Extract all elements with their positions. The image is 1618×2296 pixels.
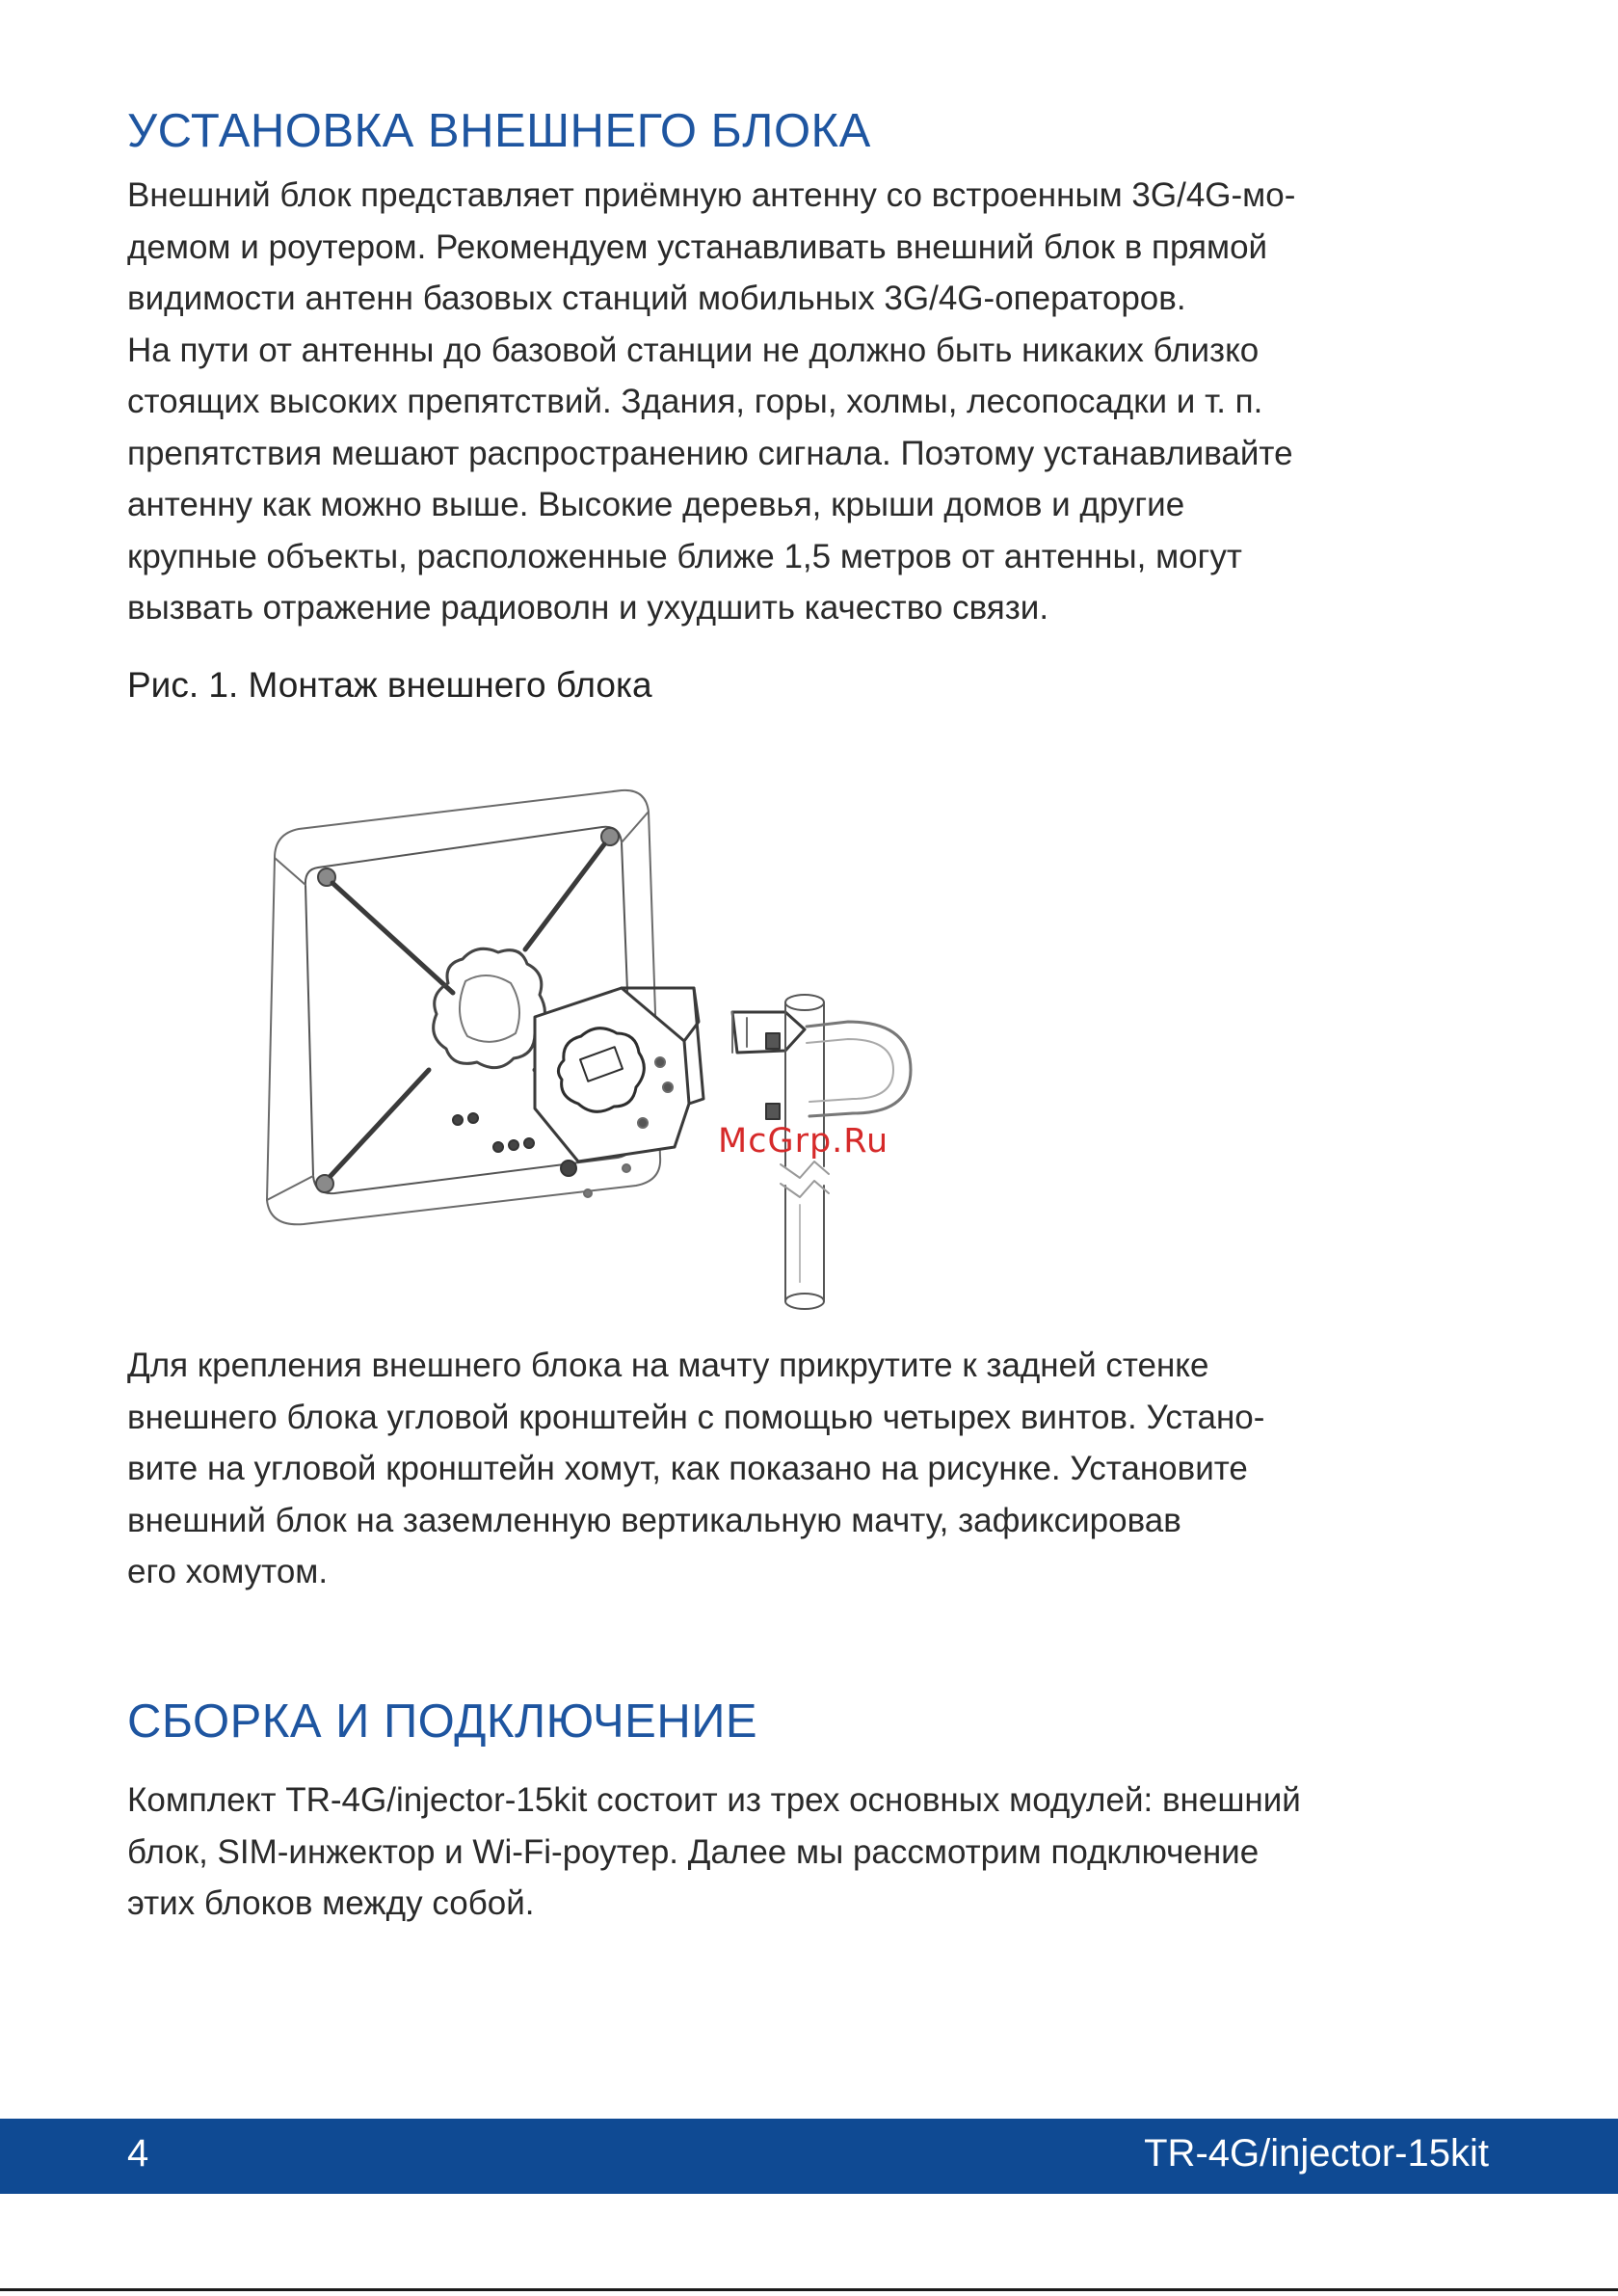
text-line: демом и роутером. Рекомендуем устанавливать внешний блок в прямой	[127, 227, 1268, 266]
section-heading-install: УСТАНОВКА ВНЕШНЕГО БЛОКА	[127, 105, 871, 157]
text-line: Внешний блок представляет приёмную антенну со встроенным 3G/4G-мо-	[127, 176, 1296, 214]
page-footer	[0, 2119, 1618, 2194]
connector	[561, 1161, 576, 1176]
text-line: На пути от антенны до базовой станции не должно быть никаких близко	[127, 331, 1260, 369]
text-line: Комплект TR-4G/injector-15kit состоит из трех основных модулей: внешний	[127, 1781, 1301, 1819]
antenna-mount-illustration	[246, 781, 940, 1311]
mount-paragraph	[127, 1340, 1264, 1598]
text-line: Для крепления внешнего блока на мачту прикрутите к задней стенке	[127, 1347, 1209, 1384]
text-line: этих блоков между собой.	[127, 1884, 535, 1922]
connector	[468, 1113, 478, 1123]
page-number: 4	[127, 2132, 149, 2175]
connector	[453, 1115, 463, 1125]
text-line: видимости антенн базовых станций мобильных 3G/4G-операторов.	[127, 280, 1186, 317]
section-heading-assembly: СБОРКА И ПОДКЛЮЧЕНИЕ	[127, 1695, 758, 1748]
text-line: стоящих высоких препятствий. Здания, горы, холмы, лесопосадки и т. п.	[127, 383, 1263, 420]
text-line: его хомутом.	[127, 1553, 329, 1590]
text-line: вите на угловой кронштейн хомут, как показано на рисунке. Установите	[127, 1450, 1248, 1487]
text-line: вызвать отражение радиоволн и ухудшить качество связи.	[127, 589, 1049, 627]
text-line: препятствия мешают распространению сигнала. Поэтому устанавливайте	[127, 434, 1293, 472]
intro-paragraph	[127, 170, 1295, 634]
u-bolt	[807, 1022, 911, 1116]
page-edge-line	[0, 2288, 1618, 2291]
connector	[509, 1140, 518, 1150]
figure-caption: Рис. 1. Монтаж внешнего блока	[127, 665, 652, 705]
connector	[524, 1138, 534, 1148]
watermark: McGrp.Ru	[718, 1122, 889, 1161]
text-line: внешнего блока угловой кронштейн с помощью четырех винтов. Устано-	[127, 1398, 1265, 1436]
product-name: TR-4G/injector-15kit	[1144, 2132, 1489, 2175]
text-line: блок, SIM-инжектор и Wi-Fi-роутер. Далее мы рассмотрим подключение	[127, 1832, 1260, 1871]
text-line: внешний блок на заземленную вертикальную мачту, зафиксировав	[127, 1501, 1181, 1539]
connector	[493, 1142, 503, 1152]
center-plate	[434, 948, 545, 1067]
kit-paragraph	[127, 1775, 1301, 1930]
text-line: крупные объекты, расположенные ближе 1,5 метров от антенны, могут	[127, 537, 1242, 575]
text-line: антенну как можно выше. Высокие деревья, крыши домов и другие	[127, 486, 1185, 523]
